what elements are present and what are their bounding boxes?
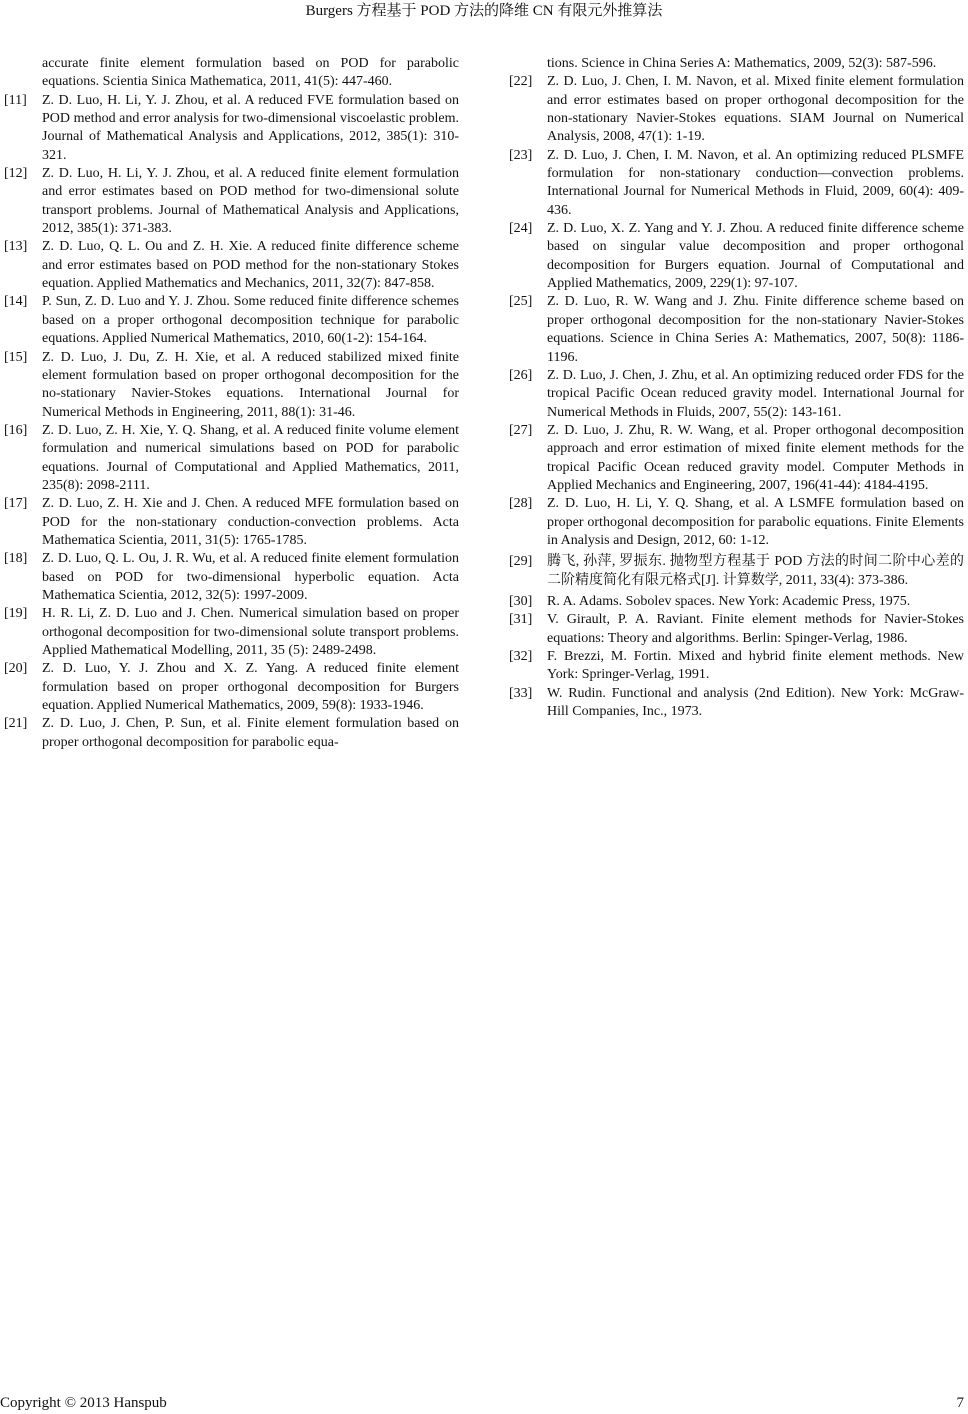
reference-item — [509, 685, 964, 722]
reference-number: [22] — [509, 74, 533, 90]
reference-number: [19] — [4, 606, 28, 622]
reference-number: [33] — [509, 685, 533, 701]
reference-number: [26] — [509, 367, 533, 383]
reference-number: [24] — [509, 221, 533, 237]
reference-item — [4, 92, 459, 165]
reference-text: Z. D. Luo, Y. J. Zhou and X. Z. Yang. A reduced finite element formulation based on proper orthogonal decomposition for Burgers equation. Applied Numerical Mathematics, 2009, 59(8): 1933-1946. — [42, 661, 459, 714]
reference-item — [4, 238, 459, 293]
reference-text: Z. D. Luo, H. Li, Y. Q. Shang, et al. A LSMFE formulation based on proper orthogonal decomposition for parabolic equations. Finite Elements in Analysis and Design, 2012, 60: 1-12. — [547, 496, 964, 548]
reference-item — [4, 605, 459, 660]
reference-number: [14] — [4, 294, 28, 310]
references-left-column — [4, 55, 459, 752]
reference-text: Z. D. Luo, H. Li, Y. J. Zhou, et al. A reduced finite element formulation and error estimates based on POD method for two-dimensional solute transport problems. Journal of Mathematical Analysis and Applications, 2012, 385(1): 371-383. — [42, 166, 459, 237]
reference-number: [15] — [4, 349, 28, 365]
reference-item — [4, 165, 459, 238]
reference-item — [4, 349, 459, 422]
reference-item — [509, 593, 964, 611]
reference-number: [18] — [4, 551, 28, 567]
reference-item — [4, 715, 459, 752]
reference-text: Z. D. Luo, J. Chen, I. M. Navon, et al. An optimizing reduced PLSMFE formulation for non-stationary conduction—convection problems. International Journal for Numerical Methods in Fluid, 2009, 60(4): 409-436. — [547, 147, 964, 218]
reference-continuation: tions. Science in China Series A: Mathematics, 2009, 52(3): 587-596. — [547, 56, 937, 71]
reference-item — [509, 220, 964, 293]
reference-text: Z. D. Luo, J. Chen, P. Sun, et al. Finite element formulation based on proper orthogonal decomposition for parabolic equa- — [42, 716, 459, 750]
reference-text: P. Sun, Z. D. Luo and Y. J. Zhou. Some reduced finite difference schemes based on a proper orthogonal decomposition technique for parabolic equations. Applied Numerical Mathematics, 2010, 60(1-2): 154-164. — [42, 294, 459, 347]
reference-text: 腾飞, 孙萍, 罗振东. 抛物型方程基于 POD 方法的时间二阶中心差的二阶精度简化有限元格式[J]. 计算数学, 2011, 33(4): 373-386. — [547, 554, 964, 588]
reference-text: W. Rudin. Functional and analysis (2nd Edition). New York: McGraw-Hill Companies, Inc., 1973. — [547, 685, 964, 720]
reference-text: R. A. Adams. Sobolev spaces. New York: Academic Press, 1975. — [547, 593, 911, 609]
reference-item — [509, 611, 964, 648]
reference-number: [25] — [509, 294, 533, 310]
reference-number: [29] — [509, 554, 533, 570]
reference-text: Z. D. Luo, Z. H. Xie, Y. Q. Shang, et al. A reduced finite volume element formulation and numerical simulations based on POD for parabolic equations. Journal of Computational and Applied Mathematics, 2011, 235(8): 2098-2111. — [42, 422, 459, 493]
reference-item — [509, 495, 964, 550]
footer-page-number: 7 — [956, 1395, 964, 1411]
reference-text: Z. D. Luo, X. Z. Yang and Y. J. Zhou. A reduced finite difference scheme based on singular value decomposition and proper orthogonal decomposition for Burgers equation. Journal of Computational and Applied Mathematics, 2009, 229(1): 97-107. — [547, 221, 964, 292]
reference-number: [32] — [509, 649, 533, 664]
reference-number: [31] — [509, 612, 533, 628]
reference-text: H. R. Li, Z. D. Luo and J. Chen. Numerical simulation based on proper orthogonal decomposition for two-dimensional solute transport problems. Applied Mathematical Modelling, 2011, 35 (5): 2489-2498. — [42, 606, 459, 658]
reference-number: [23] — [509, 147, 533, 163]
reference-text: Z. D. Luo, J. Chen, J. Zhu, et al. An optimizing reduced order FDS for the tropical Pacific Ocean reduced gravity model. International Journal for Numerical Methods in Fluids, 2007, 55(2): 143-161. — [547, 367, 964, 420]
reference-number: [13] — [4, 239, 28, 255]
reference-item — [509, 73, 964, 146]
reference-number: [11] — [4, 92, 27, 108]
reference-number: [21] — [4, 716, 28, 732]
reference-number: [28] — [509, 496, 533, 512]
reference-number: [17] — [4, 496, 28, 512]
reference-item — [509, 553, 964, 590]
reference-number: [20] — [4, 661, 28, 677]
reference-item — [4, 422, 459, 495]
reference-continuation: accurate finite element formulation based on POD for parabolic equations. Scientia Sinica Mathematica, 2011, 41(5): 447-460. — [42, 56, 459, 90]
reference-item — [4, 550, 459, 605]
reference-item — [509, 422, 964, 495]
reference-number: [12] — [4, 166, 28, 182]
reference-number: [30] — [509, 593, 533, 609]
footer-copyright: Copyright © 2013 Hanspub — [0, 1395, 167, 1411]
reference-text: V. Girault, P. A. Raviant. Finite element methods for Navier-Stokes equations: Theory and algorithms. Berlin: Spinger-Verlag, 1986. — [547, 612, 964, 646]
reference-text: Z. D. Luo, R. W. Wang and J. Zhu. Finite difference scheme based on proper orthogonal decomposition for the non-stationary Navier-Stokes equations. Science in China Series A: Mathematics, 2007, 50(8): 1186-1196. — [547, 294, 964, 365]
reference-item — [509, 293, 964, 366]
reference-number: [27] — [509, 422, 533, 438]
reference-text: F. Brezzi, M. Fortin. Mixed and hybrid finite element methods. New York: Springer-Verlag, 1991. — [547, 649, 964, 683]
reference-item — [4, 660, 459, 715]
reference-number: [16] — [4, 422, 28, 438]
reference-text: Z. D. Luo, Z. H. Xie and J. Chen. A reduced MFE formulation based on POD for the non-stationary conduction-convection problems. Acta Mathematica Scientia, 2011, 31(5): 1765-1785. — [42, 496, 459, 548]
reference-text: Z. D. Luo, J. Chen, I. M. Navon, et al. Mixed finite element formulation and error estimates based on proper orthogonal decomposition for the non-stationary Navier-Stokes equations. SIAM Journal on Numerical Analysis, 2008, 47(1): 1-19. — [547, 74, 964, 145]
reference-item — [4, 495, 459, 550]
reference-item — [509, 648, 964, 685]
reference-text: Z. D. Luo, Q. L. Ou, J. R. Wu, et al. A reduced finite element formulation based on POD for two-dimensional hyperbolic equation. Acta Mathematica Scientia, 2012, 32(5): 1997-2009. — [42, 551, 459, 603]
reference-item — [4, 293, 459, 348]
references-right-column — [509, 55, 964, 721]
reference-item — [509, 367, 964, 422]
reference-text: Z. D. Luo, J. Du, Z. H. Xie, et al. A reduced stabilized mixed finite element formulation based on proper orthogonal decomposition for the no-stationary Navier-Stokes equations. International Journal for Numerical Methods in Engineering, 2011, 88(1): 31-46. — [42, 349, 459, 420]
reference-item — [509, 147, 964, 220]
reference-text: Z. D. Luo, J. Zhu, R. W. Wang, et al. Proper orthogonal decomposition approach and error estimation of mixed finite element methods for the tropical Pacific Ocean reduced gravity model. Computer Methods in Applied Mechanics and Engineering, 2007, 196(41-44): 4184-4195. — [547, 422, 964, 493]
reference-text: Z. D. Luo, H. Li, Y. J. Zhou, et al. A reduced FVE formulation based on POD method and error analysis for two-dimensional viscoelastic problem. Journal of Mathematical Analysis and Applications, 2012, 385(1): 310-321. — [42, 92, 459, 163]
reference-text: Z. D. Luo, Q. L. Ou and Z. H. Xie. A reduced finite difference scheme and error estimates based on POD method for the non-stationary Stokes equation. Applied Mathematics and Mechanics, 2011, 32(7): 847-858. — [42, 239, 459, 292]
running-header: Burgers 方程基于 POD 方法的降维 CN 有限元外推算法 — [305, 3, 663, 19]
